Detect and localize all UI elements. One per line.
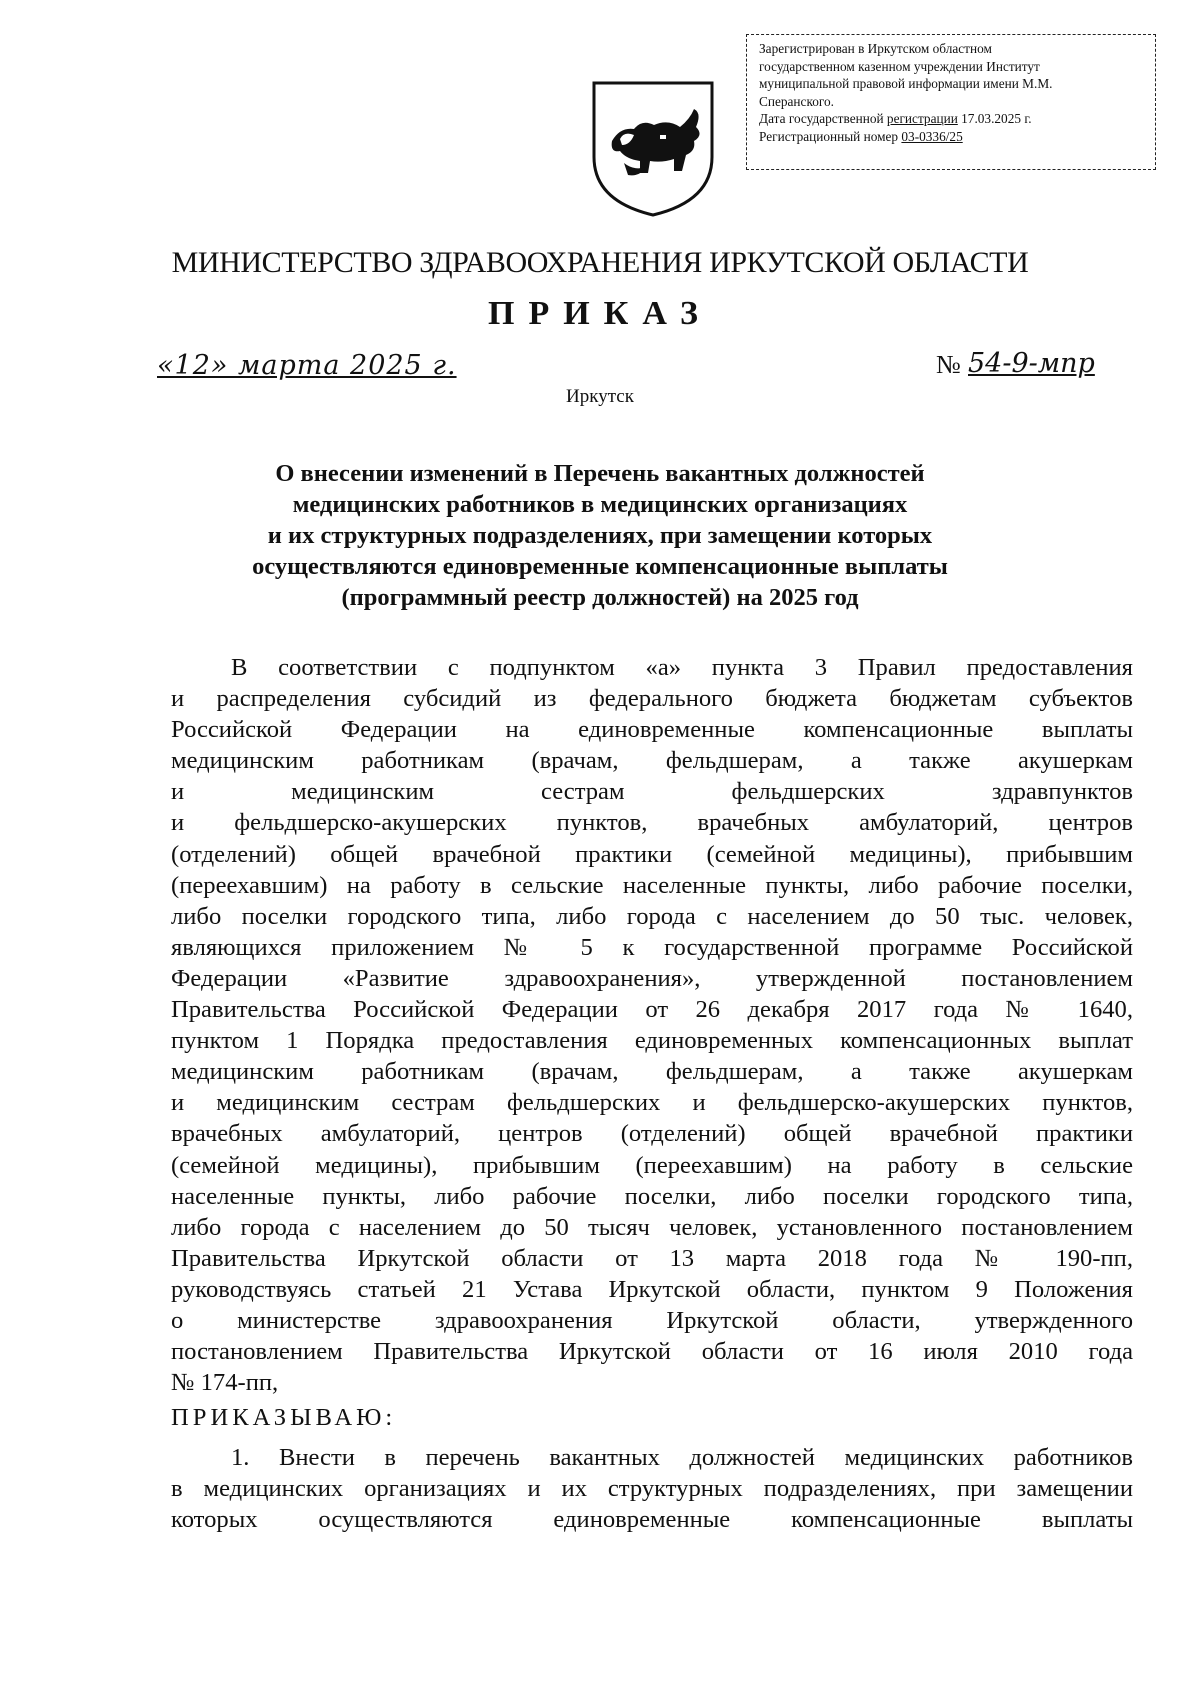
order-number-handwritten: 54-9-мпр bbox=[968, 348, 1095, 379]
body-line: врачебных амбулаторий, центров (отделений) общей врачебной практики bbox=[171, 1120, 1133, 1148]
stamp-line: муниципальной правовой информации имени М.М. bbox=[759, 76, 1053, 92]
stamp-line: государственном казенном учреждении Институт bbox=[759, 58, 1040, 74]
body-line: № 174-пп, bbox=[171, 1369, 279, 1397]
orders-word: ПРИКАЗЫВАЮ: bbox=[171, 1404, 397, 1431]
body-line: Правительства Иркутской области от 13 марта 2018 года № 190-пп, bbox=[171, 1244, 1133, 1272]
body-line: медицинским работникам (врачам, фельдшерам, а также акушеркам bbox=[171, 1058, 1133, 1086]
body-line: Российской Федерации на единовременные компенсационные выплаты bbox=[171, 716, 1133, 744]
body-line: населенные пункты, либо рабочие поселки, либо поселки городского типа, bbox=[171, 1182, 1133, 1210]
coat-of-arms-icon bbox=[590, 79, 716, 219]
body-line: пунктом 1 Порядка предоставления единовременных компенсационных выплат bbox=[171, 1027, 1133, 1055]
body-line: (семейной медицины), прибывшим (переехавшим) на работу в сельские bbox=[171, 1151, 1133, 1179]
body-line: и распределения субсидий из федерального бюджета бюджетам субъектов bbox=[171, 685, 1133, 713]
heading-line: медицинских работников в медицинских организациях bbox=[292, 491, 908, 518]
body-line: либо поселки городского типа, либо города с населением до 50 тыс. человек, bbox=[171, 902, 1133, 930]
body-line: (переехавшим) на работу в сельские населенные пункты, либо рабочие поселки, bbox=[171, 871, 1133, 899]
order-item-1 bbox=[171, 1442, 1133, 1535]
body-line: являющихся приложением № 5 к государственной программе Российской bbox=[171, 933, 1133, 961]
preamble-paragraph bbox=[171, 652, 1133, 1398]
heading-line: и их структурных подразделениях, при замещении которых bbox=[267, 522, 933, 549]
item-line: 1. Внести в перечень вакантных должностей медицинских работников bbox=[231, 1444, 1133, 1471]
body-line: руководствуясь статьей 21 Устава Иркутской области, пунктом 9 Положения bbox=[171, 1275, 1133, 1303]
body-line: Федерации «Развитие здравоохранения», утвержденной постановлением bbox=[171, 964, 1133, 992]
item-line: которых осуществляются единовременные компенсационные выплаты bbox=[171, 1506, 1133, 1534]
heading-line: осуществляются единовременные компенсационные выплаты bbox=[252, 553, 948, 580]
registration-stamp bbox=[746, 34, 1156, 170]
stamp-date-word: регистрации bbox=[886, 111, 958, 127]
city-name: Иркутск bbox=[566, 386, 634, 407]
ministry-name: МИНИСТЕРСТВО ЗДРАВООХРАНЕНИЯ ИРКУТСКОЙ ОБЛАСТИ bbox=[171, 246, 1029, 279]
stamp-registration-number bbox=[759, 128, 1147, 146]
heading-line: (программный реестр должностей) на 2025 год bbox=[341, 584, 859, 611]
stamp-date-value: 17.03.2025 г. bbox=[961, 111, 1032, 127]
stamp-line: Сперанского. bbox=[759, 93, 834, 109]
order-heading bbox=[150, 458, 1050, 613]
stamp-date-prefix: Дата государственной bbox=[759, 111, 887, 127]
body-line: медицинским работникам (врачам, фельдшерам, а также акушеркам bbox=[171, 747, 1133, 775]
body-line: В соответствии с подпунктом «а» пункта 3 Правил предоставления bbox=[231, 654, 1133, 681]
body-line: и фельдшерско-акушерских пунктов, врачебных амбулаторий, центров bbox=[171, 809, 1133, 837]
order-title: ПРИКАЗ bbox=[488, 295, 712, 332]
stamp-number-prefix: Регистрационный номер bbox=[759, 128, 902, 144]
body-line: Правительства Российской Федерации от 26 декабря 2017 года № 1640, bbox=[171, 996, 1133, 1024]
body-line: и медицинским сестрам фельдшерских и фельдшерско-акушерских пунктов, bbox=[171, 1089, 1133, 1117]
order-date-handwritten: «12» марта 2025 г. bbox=[157, 350, 457, 381]
body-line: и медицинским сестрам фельдшерских здравпунктов bbox=[171, 778, 1133, 806]
body-line: либо города с населением до 50 тысяч человек, установленного постановлением bbox=[171, 1213, 1133, 1241]
heading-line: О внесении изменений в Перечень вакантных должностей bbox=[275, 460, 925, 487]
body-line: о министерстве здравоохранения Иркутской области, утвержденного bbox=[171, 1306, 1133, 1334]
item-line: в медицинских организациях и их структурных подразделениях, при замещении bbox=[171, 1475, 1133, 1503]
stamp-registration-date bbox=[759, 110, 1147, 128]
body-line: постановлением Правительства Иркутской области от 16 июля 2010 года bbox=[171, 1338, 1133, 1366]
stamp-number-value: 03-0336/25 bbox=[901, 128, 963, 144]
body-line: (отделений) общей врачебной практики (семейной медицины), прибывшим bbox=[171, 840, 1133, 868]
stamp-line: Зарегистрирован в Иркутском областном bbox=[759, 41, 992, 56]
order-number-label: № bbox=[936, 350, 961, 379]
